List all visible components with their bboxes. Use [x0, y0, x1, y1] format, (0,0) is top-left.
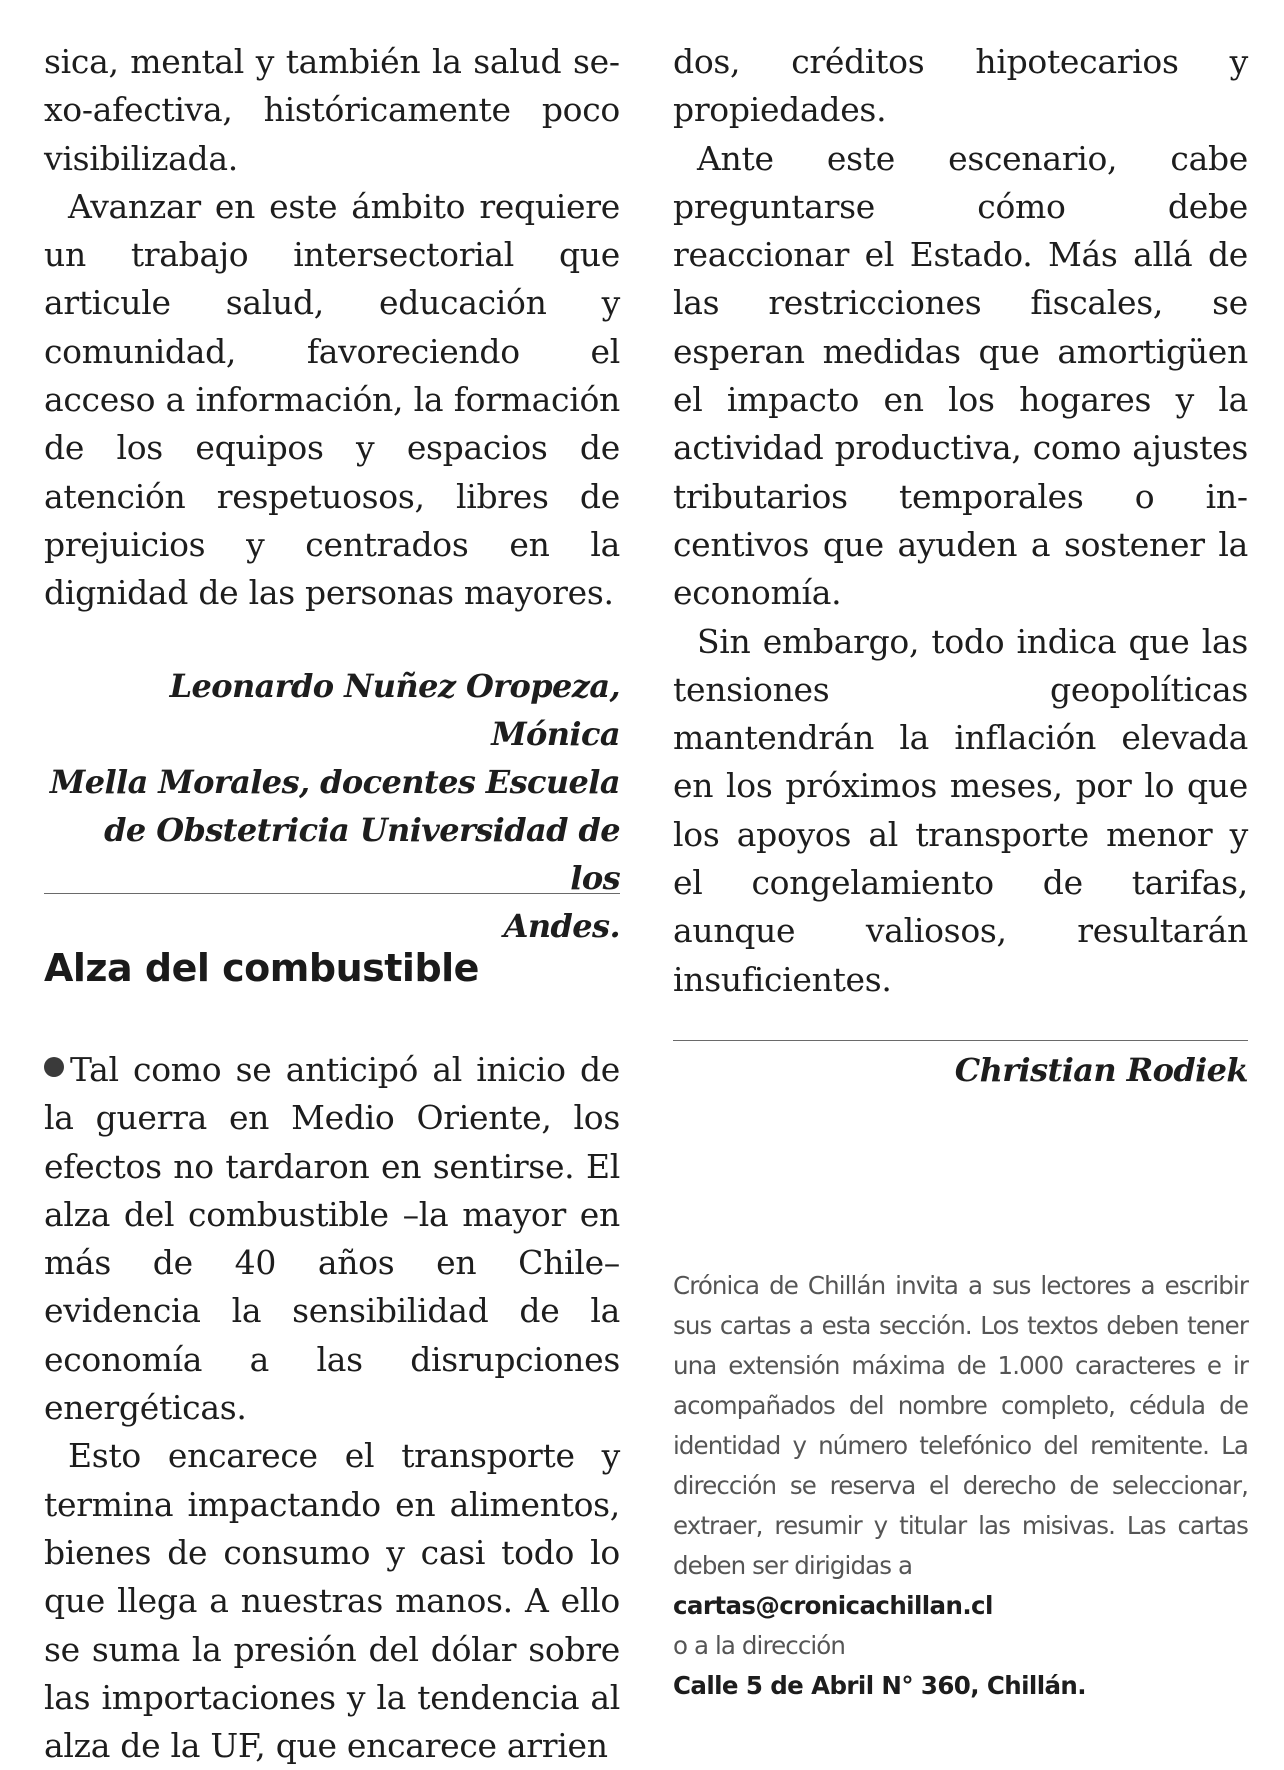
bullet-icon [44, 1057, 64, 1077]
article-body [44, 1046, 620, 1770]
article-text: Tal como se anticipó al inicio de la guerra en Medio Oriente, los efectos no tardaron en sentirse. El alza del combustible –la mayor en más de 40 años en Chile– evidencia la sensibilidad de la economía a las disrupciones energéticas. [44, 1050, 620, 1428]
article-paragraph: Sin embargo, todo indica que las tensiones geopolíticas mantendrán la inflación elevada en los próximos meses, por lo que los apoyos al transporte menor y el congelamiento de tarifas, aunque valiosos, resultarán insuficientes. [673, 621, 1248, 999]
signature-line: Mella Morales, docentes Escuela [49, 762, 620, 801]
previous-letter [44, 38, 620, 950]
article-signature: Christian Rodiek [954, 1050, 1248, 1089]
letter-signature [44, 662, 620, 950]
letter-headline: Alza del combustible [44, 946, 479, 990]
letter-paragraph: Avanzar en este ámbito requiere un trabajo intersectorial que articule salud, educación y comunidad, favoreciendo el acceso a información, la formación de los equipos y espacios de atención respetuosos, libres de prejuicios y centrados en la dignidad de las personas mayores. [44, 186, 620, 613]
signature-line: Andes. [503, 906, 620, 945]
article-paragraph: Ante este escenario, cabe preguntarse cómo debe reaccionar el Estado. Más allá de las restricciones fiscales, se esperan medidas que amortigüen el impacto en los hogares y la actividad productiva, como ajustes tributarios temporales o incentivos que ayuden a sostener la economía. [673, 138, 1248, 613]
notice-address: Calle 5 de Abril N° 360, Chillán. [673, 1671, 1086, 1700]
divider [673, 1040, 1248, 1041]
article-paragraph: Esto encarece el transporte y termina impactando en alimentos, bienes de consumo y casi todo lo que llega a nuestras manos. A ello se suma la presión del dólar sobre las importaciones y la tendencia al alza de la UF, que encarece arrien [44, 1436, 620, 1766]
letters-policy-notice [673, 1266, 1248, 1706]
notice-email[interactable]: cartas@cronicachillan.cl [673, 1591, 993, 1620]
notice-or-address: o a la dirección [673, 1631, 846, 1660]
signature-line: Leonardo Nuñez Oropeza, Mónica [169, 666, 620, 753]
signature-line: de Obstetricia Universidad de los [104, 810, 620, 897]
notice-text: Crónica de Chillán invita a sus lectores a escribir sus cartas a esta sección. Los textos deben tener una extensión máxima de 1.000 caracteres e ir acompañados del nombre completo, cédula de identidad y número telefónico del remitente. La dirección se reserva el derecho de seleccionar, extraer, resumir y titular las misivas. Las cartas deben ser dirigidas a [673, 1271, 1248, 1580]
article-paragraph [44, 1046, 620, 1432]
divider [44, 893, 620, 894]
article-paragraph: dos, créditos hipotecarios y propiedades. [673, 42, 1248, 130]
article-continuation [673, 38, 1248, 1094]
letter-paragraph: sica, mental y también la salud sexo-afectiva, históricamente poco visibilizada. [44, 42, 620, 178]
